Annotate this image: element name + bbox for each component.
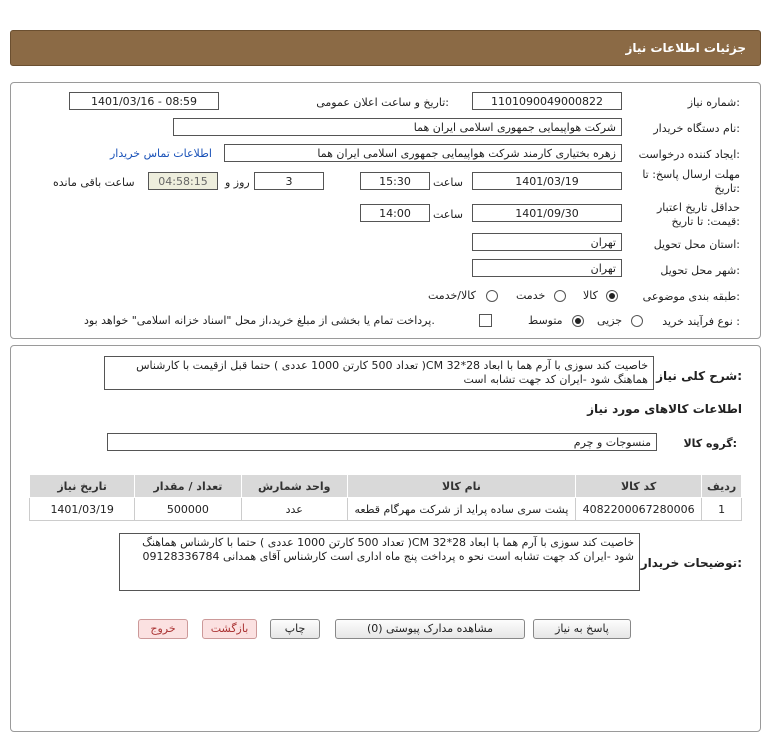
announce-field[interactable]: 1401/03/16 - 08:59 bbox=[69, 92, 219, 110]
remaining-label: ساعت باقی مانده bbox=[53, 176, 135, 189]
process-minor-label: جزیی bbox=[597, 314, 623, 327]
deadline-time-label: ساعت bbox=[433, 176, 463, 189]
col-qty: تعداد / مقدار bbox=[135, 475, 241, 498]
process-label: نوع فرآیند خرید : bbox=[662, 315, 740, 328]
attachments-button[interactable]: مشاهده مدارک پیوستی (0) bbox=[335, 619, 525, 639]
category-radio-service[interactable] bbox=[554, 290, 566, 302]
validity-label-2: قیمت: تا تاریخ: bbox=[671, 215, 740, 228]
requester-label: ایجاد کننده درخواست: bbox=[638, 148, 740, 161]
remaining-time-field: 04:58:15 bbox=[148, 172, 218, 190]
province-field[interactable]: تهران bbox=[472, 233, 622, 251]
page-title: جزئیات اطلاعات نیاز bbox=[625, 41, 746, 55]
deadline-date-field[interactable]: 1401/03/19 bbox=[472, 172, 622, 190]
validity-time-field[interactable]: 14:00 bbox=[360, 204, 430, 222]
col-name: نام کالا bbox=[347, 475, 575, 498]
treasury-note: پرداخت تمام یا بخشی از مبلغ خرید،از محل "اسناد خزانه اسلامی" خواهد بود. bbox=[84, 314, 435, 327]
deadline-time-field[interactable]: 15:30 bbox=[360, 172, 430, 190]
category-service-label: خدمت bbox=[516, 289, 546, 302]
treasury-checkbox[interactable] bbox=[479, 314, 492, 327]
header-bar bbox=[10, 30, 761, 66]
need-number-label: شماره نیاز: bbox=[687, 96, 740, 109]
cell-index: 1 bbox=[702, 498, 742, 521]
buyer-org-field[interactable]: شرکت هواپیمایی جمهوری اسلامی ایران هما bbox=[173, 118, 622, 136]
goods-group-field[interactable]: منسوجات و چرم bbox=[107, 433, 657, 451]
goods-table-header bbox=[30, 475, 742, 498]
summary-text: خاصیت کند سوزی با آرم هما با ابعاد 28*32 CM( تعداد 500 کارتن 1000 عددی ) حتما قبل ازقیمت با کارشناس هماهنگ شود -ایران کد جهت تشابه است bbox=[104, 356, 654, 390]
validity-date-field[interactable]: 1401/09/30 bbox=[472, 204, 622, 222]
city-label: شهر محل تحویل: bbox=[660, 264, 740, 277]
announce-label: تاریخ و ساعت اعلان عمومی: bbox=[316, 96, 449, 109]
requester-field[interactable]: زهره بختیاری کارمند شرکت هواپیمایی جمهوری اسلامی ایران هما bbox=[224, 144, 622, 162]
cell-unit: عدد bbox=[241, 498, 347, 521]
process-radio-minor[interactable] bbox=[631, 315, 643, 327]
back-button[interactable]: بازگشت bbox=[202, 619, 257, 639]
category-goods-service-label: کالا/خدمت bbox=[428, 289, 476, 302]
category-radio-goods-service[interactable] bbox=[486, 290, 498, 302]
validity-time-label: ساعت bbox=[433, 208, 463, 221]
reply-button[interactable]: پاسخ به نیاز bbox=[533, 619, 631, 639]
deadline-label: مهلت ارسال پاسخ: تا bbox=[642, 168, 740, 181]
need-number-field[interactable]: 1101090049000822 bbox=[472, 92, 622, 110]
col-date: تاریخ نیاز bbox=[30, 475, 135, 498]
goods-table bbox=[29, 474, 742, 521]
col-unit: واحد شمارش bbox=[241, 475, 347, 498]
col-code: کد کالا bbox=[576, 475, 702, 498]
col-index: ردیف bbox=[702, 475, 742, 498]
days-label: روز و bbox=[225, 176, 250, 189]
exit-button[interactable]: خروج bbox=[138, 619, 188, 639]
cell-name: پشت سری ساده پراید از شرکت مهرگام قطعه bbox=[347, 498, 575, 521]
buyer-notes-label: توضیحات خریدار: bbox=[640, 556, 742, 570]
cell-qty: 500000 bbox=[135, 498, 241, 521]
print-button[interactable]: چاپ bbox=[270, 619, 320, 639]
category-label: طبقه بندی موضوعی: bbox=[642, 290, 740, 303]
summary-label: شرح کلی نیاز: bbox=[656, 369, 742, 383]
category-radio-goods[interactable] bbox=[606, 290, 618, 302]
goods-group-label: گروه کالا: bbox=[683, 437, 737, 450]
province-label: استان محل تحویل: bbox=[653, 238, 740, 251]
buyer-notes-text: خاصیت کند سوزی با آرم هما با ابعاد 28*32 CM( تعداد 500 کارتن 1000 عددی ) حتما با کارشناس هماهنگ شود -ایران کد جهت تشابه است نحو ه پرداخت پنج ماه اداری است کارشناس آقای همدانی 09128336784 bbox=[119, 533, 640, 591]
process-medium-label: متوسط bbox=[528, 314, 563, 327]
goods-section-title: اطلاعات کالاهای مورد نیاز bbox=[587, 402, 742, 416]
city-field[interactable]: تهران bbox=[472, 259, 622, 277]
table-row[interactable] bbox=[30, 498, 742, 521]
days-field[interactable]: 3 bbox=[254, 172, 324, 190]
category-goods-label: کالا bbox=[583, 289, 598, 302]
contact-info-link[interactable]: اطلاعات تماس خریدار bbox=[110, 147, 212, 160]
buyer-org-label: نام دستگاه خریدار: bbox=[653, 122, 740, 135]
deadline-label-2: تاریخ: bbox=[714, 182, 740, 195]
cell-date: 1401/03/19 bbox=[30, 498, 135, 521]
process-radio-medium[interactable] bbox=[572, 315, 584, 327]
validity-label: حداقل تاریخ اعتبار bbox=[656, 201, 740, 214]
cell-code: 4082200067280006 bbox=[576, 498, 702, 521]
